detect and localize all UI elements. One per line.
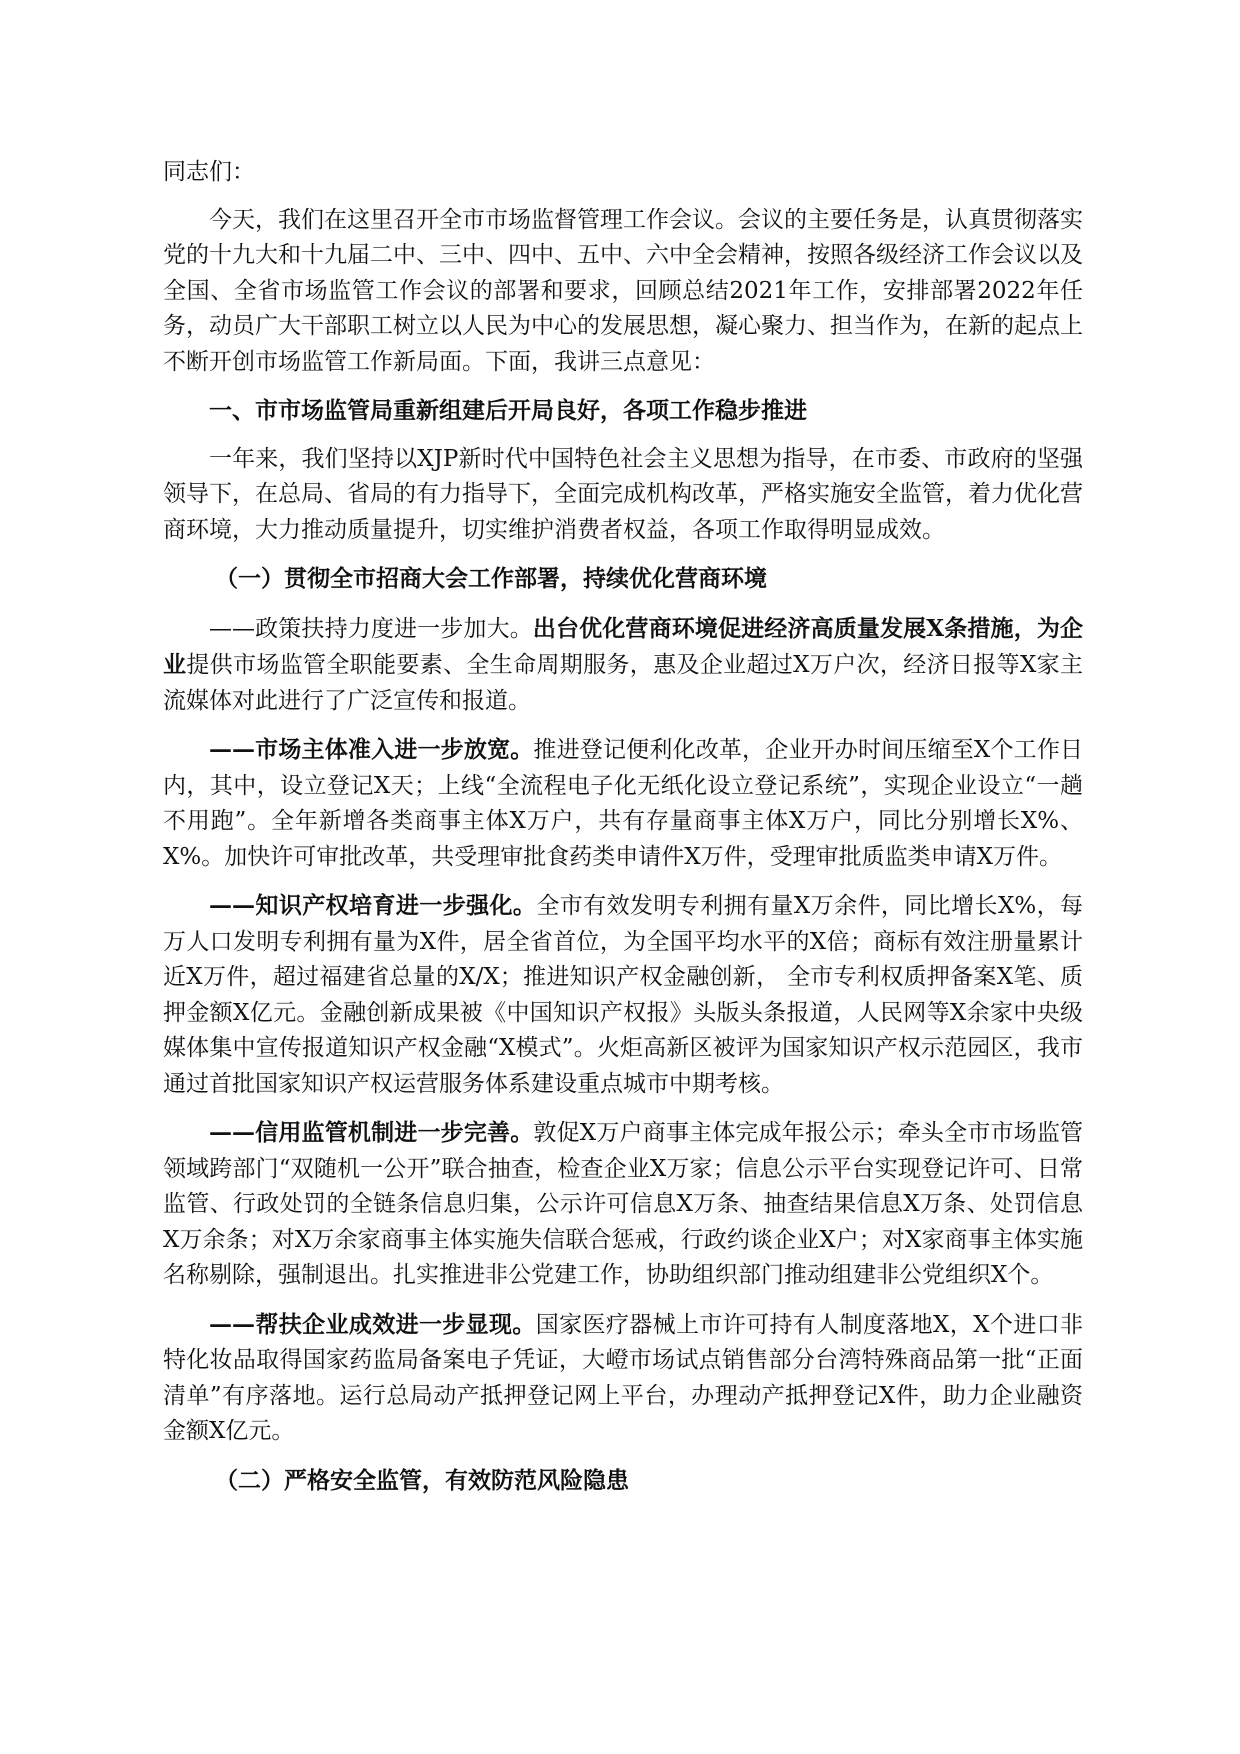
document-page	[163, 155, 1083, 1512]
enterprise-support-paragraph	[163, 1307, 1083, 1450]
paragraph-body: 推进登记便利化改革，企业开办时间压缩至X个工作日内，其中，设立登记X天；上线“全流程电子化无纸化设立登记系统”，实现企业设立“一趟不用跑”。全年新增各类商事主体X万户，共有存量商事主体X万户，同比分别增长X%、X%。加快许可审批改革，共受理审批食药类申请件X万件，受理审批质监类申请X万件。	[163, 737, 1084, 870]
paragraph-body: 提供市场监管全职能要素、全生命周期服务，惠及企业超过X万户次，经济日报等X家主流媒体对此进行了广泛宣传和报道。	[163, 652, 1084, 714]
paragraph-emphasis: 出台优化营商环境促进经济高质量发展X条措施，为企业	[163, 614, 1083, 678]
section-intro-paragraph: 一年来，我们坚持以XJP新时代中国特色社会主义思想为指导，在市委、市政府的坚强领导下，在总局、省局的有力指导下，全面完成机构改革，严格实施安全监管，着力优化营商环境，大力推动质量提升，切实维护消费者权益，各项工作取得明显成效。	[163, 445, 1083, 543]
paragraph-lead: ——政策扶持力度进一步加大。	[209, 615, 533, 642]
paragraph-body: 敦促X万户商事主体完成年报公示；牵头全市市场监管领域跨部门“双随机一公开”联合抽查，检查企业X万家；信息公示平台实现登记许可、日常监管、行政处罚的全链条信息归集，公示许可信息X万条、抽查结果信息X万条、处罚信息X万余条；对X万余家商事主体实施失信联合惩戒，行政约谈企业X户；对X家商事主体实施名称剔除，强制退出。扎实推进非公党建工作，协助组织部门推动组建非公党组织X个。	[163, 1120, 1084, 1288]
paragraph-lead: ——知识产权培育进一步强化。	[209, 892, 537, 919]
intellectual-property-paragraph	[163, 888, 1083, 1102]
section-heading: 一、市市场监管局重新组建后开局良好，各项工作稳步推进	[209, 397, 807, 424]
greeting: 同志们：	[163, 159, 255, 185]
paragraph-lead: ——帮扶企业成效进一步显现。	[209, 1310, 536, 1338]
subsection-heading: （二）严格安全监管，有效防范风险隐患	[215, 1466, 629, 1494]
subsection-heading: （一）贯彻全市招商大会工作部署，持续优化营商环境	[215, 565, 767, 592]
paragraph-lead: ——信用监管机制进一步完善。	[209, 1119, 534, 1146]
credit-supervision-paragraph	[163, 1115, 1083, 1294]
market-access-paragraph	[163, 732, 1083, 875]
paragraph-body: 全市有效发明专利拥有量X万余件，同比增长X%，每万人口发明专利拥有量为X件，居全省首位，为全国平均水平的X倍；商标有效注册量累计近X万件，超过福建省总量的X/X；推进知识产权金融创新， 全市专利权质押备案X笔、质押金额X亿元。金融创新成果被《中国知识产权报》头版头条报道，人民网等X余家中央级媒体集中宣传报道知识产权金融“X模式”。火炬高新区被评为国家知识产权示范园区，我市通过首批国家知识产权运营服务体系建设重点城市中期考核。	[163, 893, 1084, 1097]
paragraph-lead: ——市场主体准入进一步放宽。	[209, 736, 534, 763]
intro-paragraph: 今天，我们在这里召开全市市场监督管理工作会议。会议的主要任务是，认真贯彻落实党的十九大和十九届二中、三中、四中、五中、六中全会精神，按照各级经济工作会议以及全国、全省市场监管工作会议的部署和要求，回顾总结2021年工作，安排部署2022年任务，动员广大干部职工树立以人民为中心的发展思想，凝心聚力、担当作为，在新的起点上不断开创市场监管工作新局面。下面，我讲三点意见：	[163, 206, 1083, 375]
policy-support-paragraph	[163, 611, 1083, 720]
paragraph-body: 国家医疗器械上市许可持有人制度落地X，X个进口非特化妆品取得国家药监局备案电子凭证，大嶝市场试点销售部分台湾特殊商品第一批“正面清单”有序落地。运行总局动产抵押登记网上平台，办理动产抵押登记X件，助力企业融资金额X亿元。	[163, 1311, 1084, 1444]
